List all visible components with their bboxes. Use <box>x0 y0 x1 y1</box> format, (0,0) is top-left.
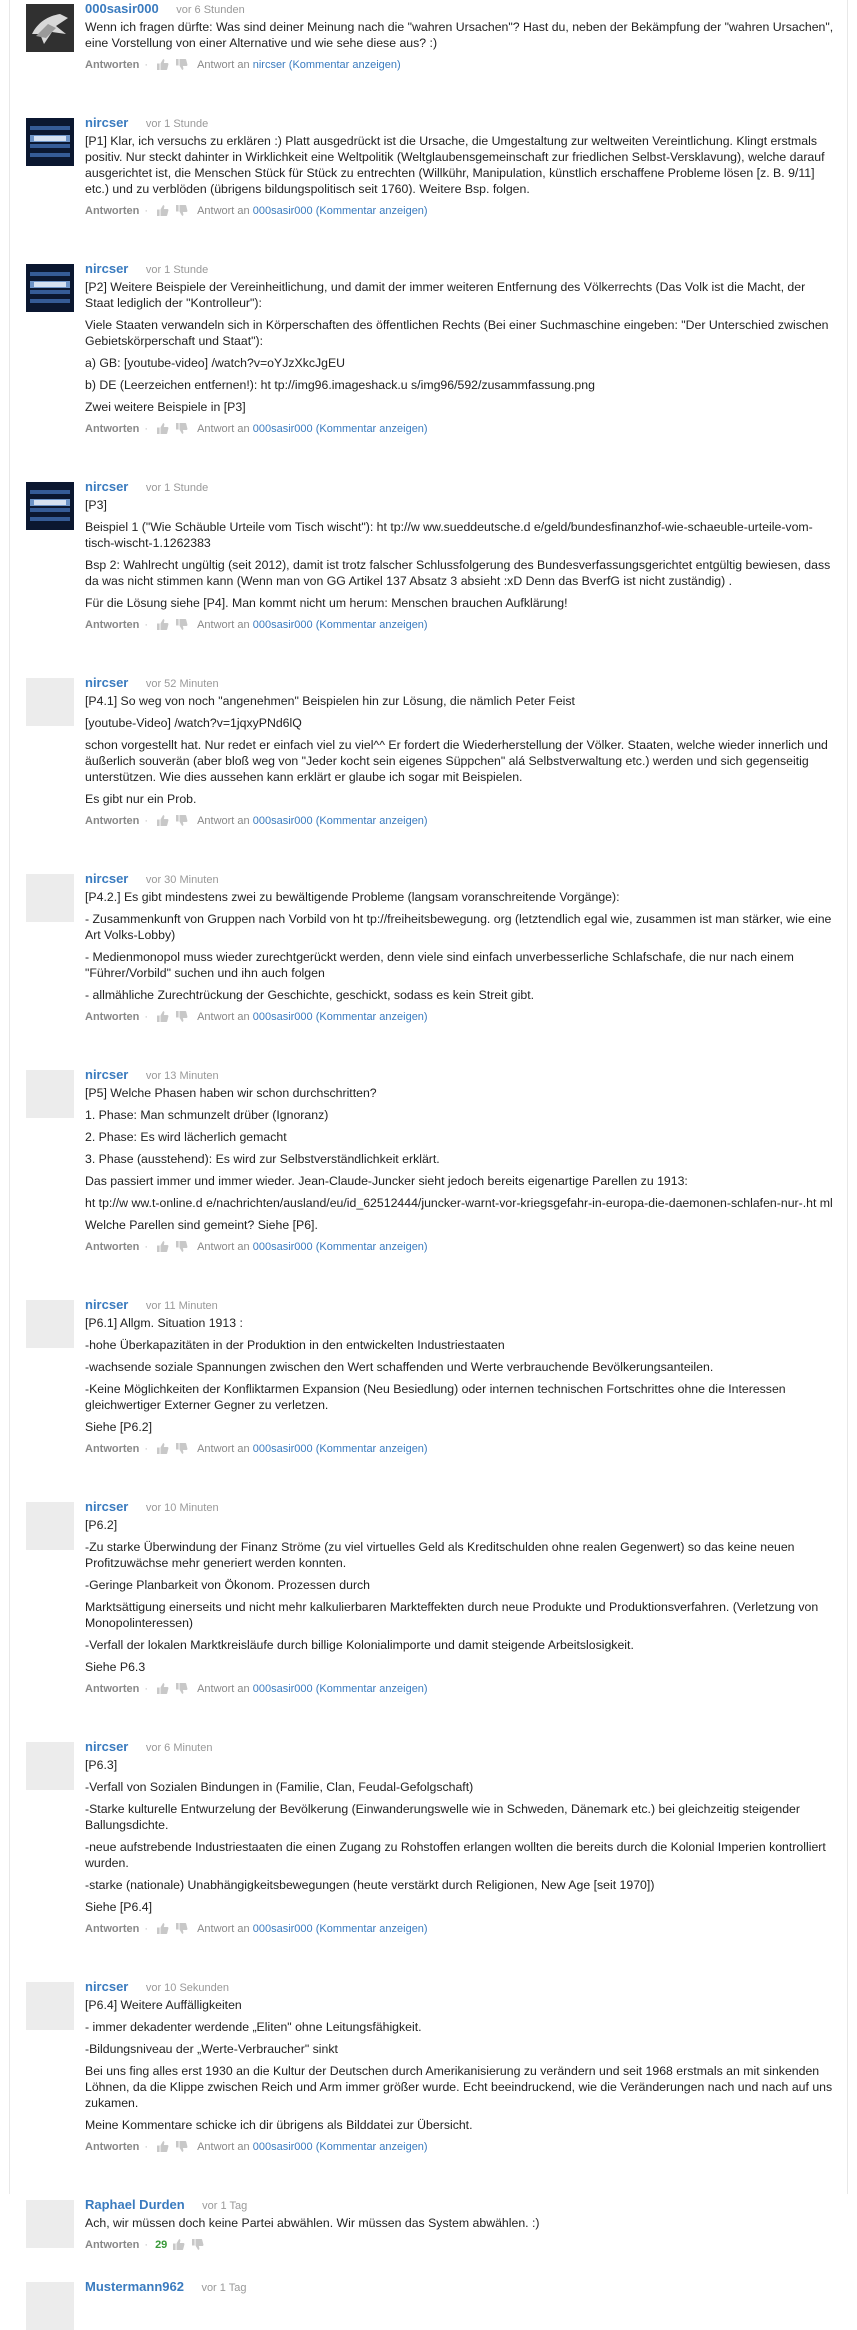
comment-paragraph: 2. Phase: Es wird lächerlich gemacht <box>85 1130 287 1144</box>
show-parent-comment-link[interactable]: 000sasir000 (Kommentar anzeigen) <box>252 2141 428 2153</box>
author-name[interactable]: nircser <box>85 675 129 690</box>
thumb-down-icon[interactable] <box>175 1010 188 1028</box>
comment-paragraph: [P4.2.] Es gibt mindestens zwei zu bewältigende Probleme (langsam voranschreitende Vorgänge): <box>85 890 620 904</box>
avatar[interactable] <box>26 874 74 922</box>
comment-paragraph: - immer dekadenter werdende „Eliten" ohne Leitungsfähigkeit. <box>85 2020 422 2034</box>
comment-paragraph: Siehe [P6.2] <box>85 1420 152 1434</box>
reply-to <box>197 1011 428 1023</box>
show-parent-comment-link[interactable]: 000sasir000 (Kommentar anzeigen) <box>252 619 428 631</box>
thumb-down-icon[interactable] <box>175 1442 188 1460</box>
comment-paragraph: [youtube-Video] /watch?v=1jqxyPNd6lQ <box>85 716 302 730</box>
thumb-down-icon[interactable] <box>175 814 188 832</box>
comment-item <box>10 260 847 478</box>
reply-to-label: Antwort an <box>197 815 250 827</box>
thumb-up-icon[interactable] <box>156 1922 169 1940</box>
reply-button[interactable]: Antworten <box>85 1241 140 1253</box>
comment-header <box>85 1738 835 1756</box>
comment-paragraph: Wenn ich fragen dürfte: Was sind deiner Meinung nach die "wahren Ursachen"? Hast du, neben der Bekämpfung der "wahren Ursachen", eine Vorstellung von einer Alternative und wie sehe diese aus? :) <box>85 20 834 50</box>
thumb-down-icon[interactable] <box>175 1682 188 1700</box>
comment-age: vor 1 Stunde <box>145 482 209 494</box>
show-parent-comment-link[interactable]: 000sasir000 (Kommentar anzeigen) <box>252 1011 428 1023</box>
comment-age: vor 10 Minuten <box>145 1502 219 1514</box>
reply-to-label: Antwort an <box>197 619 250 631</box>
comment-age: vor 10 Sekunden <box>145 1982 229 1994</box>
reply-to-label: Antwort an <box>197 1443 250 1455</box>
reply-to-label: Antwort an <box>197 1241 250 1253</box>
comment-paragraph: Meine Kommentare schicke ich dir übrigens als Bilddatei zur Übersicht. <box>85 2118 473 2132</box>
comment-paragraph: - Zusammenkunft von Gruppen nach Vorbild von ht tp://freiheitsbewegung. org (letztendlich egal wie, zusammen ist man stärker, wie eine Art Volks-Lobby) <box>85 912 832 942</box>
avatar[interactable] <box>26 1982 74 2030</box>
comment-header <box>85 1978 835 1996</box>
comment-paragraph: -Bildungsniveau der „Werte-Verbraucher" sinkt <box>85 2042 338 2056</box>
reply-to <box>197 1683 428 1695</box>
comment-header <box>85 1498 835 1516</box>
comment-actions <box>85 2296 835 2298</box>
comment-paragraph: Ach, wir müssen doch keine Partei abwählen. Wir müssen das System abwählen. :) <box>85 2216 540 2230</box>
comment-paragraph: -Zu starke Überwindung der Finanz Ströme (zu viel virtuelles Geld als Kreditschulden ohne realen Gegenwert) so das keine neuen Profitzuwächse mehr generiert werden konnten. <box>85 1540 795 1570</box>
comment-paragraph: -Verfall der lokalen Marktkreisläufe durch billige Kolonialimporte und damit steigende Arbeitslosigkeit. <box>85 1638 634 1652</box>
thumb-down-icon[interactable] <box>175 58 188 76</box>
comment-paragraph: [P6.1] Allgm. Situation 1913 : <box>85 1316 243 1330</box>
separator-dot: · <box>144 2141 149 2153</box>
comment-paragraph: -neue aufstrebende Industriestaaten die einen Zugang zu Rohstoffen erlangen wollten die bereits durch die Kolonial Imperien kontrolliert wurden. <box>85 1840 826 1870</box>
separator-dot: · <box>144 1241 149 1253</box>
separator-dot: · <box>144 1683 149 1695</box>
reply-to <box>197 1443 428 1455</box>
comment-paragraph: -Verfall von Sozialen Bindungen in (Familie, Clan, Feudal-Gefolgschaft) <box>85 1780 474 1794</box>
comment-header <box>85 1296 835 1314</box>
separator-dot: · <box>144 2239 149 2251</box>
reply-to <box>197 619 428 631</box>
separator-dot: · <box>144 619 149 631</box>
author-name[interactable]: nircser <box>85 115 129 130</box>
comment-header <box>85 114 835 132</box>
avatar[interactable] <box>26 264 74 312</box>
comment-actions <box>85 2237 835 2258</box>
show-parent-comment-link[interactable]: 000sasir000 (Kommentar anzeigen) <box>252 1241 428 1253</box>
comment-paragraph: Viele Staaten verwandeln sich in Körperschaften des öffentlichen Rechts (Bei einer Suchmaschine eingeben: "Der Unterschied zwischen Gebietskörperschaft und Staat"): <box>85 318 829 348</box>
comment-body <box>85 2215 835 2231</box>
avatar[interactable] <box>26 1300 74 1348</box>
comment-item <box>10 114 847 260</box>
thumb-down-icon[interactable] <box>175 422 188 440</box>
comment-paragraph: [P6.2] <box>85 1518 118 1532</box>
show-parent-comment-link[interactable]: 000sasir000 (Kommentar anzeigen) <box>252 205 428 217</box>
reply-button[interactable]: Antworten <box>85 2239 140 2251</box>
reply-to <box>197 1241 428 1253</box>
avatar[interactable] <box>26 118 74 166</box>
show-parent-comment-link[interactable]: 000sasir000 (Kommentar anzeigen) <box>252 423 428 435</box>
comment-paragraph: -Geringe Planbarkeit von Ökonom. Prozessen durch <box>85 1578 371 1592</box>
comment-paragraph: ht tp://w ww.t-online.d e/nachrichten/ausland/eu/id_62512444/juncker-warnt-vor-kriegsgefahr-in-europa-die-daemonen-schlafen-nur-.ht ml <box>85 1196 833 1210</box>
comment-item <box>10 1738 847 1978</box>
reply-to <box>197 1923 428 1935</box>
reply-button[interactable]: Antworten <box>85 619 140 631</box>
separator-dot: · <box>144 59 149 71</box>
comment-paragraph: Zwei weitere Beispiele in [P3] <box>85 400 246 414</box>
thumb-down-icon[interactable] <box>175 2140 188 2158</box>
reply-to-label: Antwort an <box>197 2141 250 2153</box>
separator-dot: · <box>144 1011 149 1023</box>
comment-header <box>85 2278 835 2296</box>
comment-body <box>85 1315 835 1435</box>
comment-age: vor 1 Tag <box>201 2282 247 2294</box>
thumb-up-icon[interactable] <box>172 2238 185 2256</box>
reply-button[interactable]: Antworten <box>85 423 140 435</box>
comment-header <box>85 1066 835 1084</box>
comment-paragraph: b) DE (Leerzeichen entfernen!): ht tp://img96.imageshack.u s/img96/592/zusammfassung.png <box>85 378 595 392</box>
comment-age: vor 1 Stunde <box>145 264 209 276</box>
comment-paragraph: [P5] Welche Phasen haben wir schon durchschritten? <box>85 1086 377 1100</box>
comment-paragraph: -Starke kulturelle Entwurzelung der Bevölkerung (Einwanderungswelle wie in Schweden, Dänemark etc.) bei gleichzeitig steigender Ballungsdichte. <box>85 1802 800 1832</box>
author-name[interactable]: nircser <box>85 1979 129 1994</box>
show-parent-comment-link[interactable]: 000sasir000 (Kommentar anzeigen) <box>252 1443 428 1455</box>
comment-age: vor 1 Stunde <box>145 118 209 130</box>
comment-age: vor 11 Minuten <box>145 1300 218 1312</box>
thumb-up-icon[interactable] <box>156 1682 169 1700</box>
reply-to-label: Antwort an <box>197 1011 250 1023</box>
comment-body <box>85 1997 835 2133</box>
reply-to <box>197 423 428 435</box>
comment-paragraph: Marktsättigung einerseits und nicht mehr kalkulierbaren Markteffekten durch neue Produkte und Produktionsverfahren. (Verletzung von Monopolinteressen) <box>85 1600 819 1630</box>
author-name[interactable]: nircser <box>85 1067 129 1082</box>
comment-header <box>85 260 835 278</box>
comment-body <box>85 1085 835 1233</box>
comment-paragraph: Das passiert immer und immer wieder. Jean-Claude-Juncker sieht jedoch bereits eigenartige Parellen zu 1913: <box>85 1174 688 1188</box>
comment-age: vor 13 Minuten <box>145 1070 219 1082</box>
vote-count: 29 <box>155 2239 168 2251</box>
comment-body <box>85 497 835 611</box>
comment-paragraph: a) GB: [youtube-video] /watch?v=oYJzXkcJgEU <box>85 356 346 370</box>
comment-header <box>85 2196 835 2214</box>
thumb-up-icon[interactable] <box>156 1240 169 1258</box>
reply-button[interactable]: Antworten <box>85 1683 140 1695</box>
comment-body <box>85 889 835 1003</box>
author-name[interactable]: 000sasir000 <box>85 1 159 16</box>
reply-to <box>197 815 428 827</box>
comment-actions <box>85 1009 835 1030</box>
comment-item <box>10 478 847 674</box>
separator-dot: · <box>144 1923 149 1935</box>
separator-dot: · <box>144 205 149 217</box>
comment-actions <box>85 203 835 224</box>
reply-button[interactable]: Antworten <box>85 1443 140 1455</box>
reply-to-label: Antwort an <box>197 205 250 217</box>
comment-list <box>10 0 847 2298</box>
comment-paragraph: -hohe Überkapazitäten in der Produktion in den entwickelten Industriestaaten <box>85 1338 505 1352</box>
comment-paragraph: -Keine Möglichkeiten der Konfliktarmen Expansion (Neu Besiedlung) oder internen technischen Fortschrittes ohne die Interessen gleichwertiger Externer Gegner zu verletzen. <box>85 1382 786 1412</box>
comment-paragraph: Welche Parellen sind gemeint? Siehe [P6]. <box>85 1218 318 1232</box>
thumb-down-icon[interactable] <box>175 1240 188 1258</box>
comment-age: vor 30 Minuten <box>145 874 219 886</box>
author-name[interactable]: Mustermann962 <box>85 2279 184 2294</box>
comment-header <box>85 674 835 692</box>
avatar[interactable] <box>26 678 74 726</box>
reply-button[interactable]: Antworten <box>85 205 140 217</box>
reply-to <box>197 2141 428 2153</box>
comment-paragraph: [P3] <box>85 498 107 512</box>
author-name[interactable]: Raphael Durden <box>85 2197 185 2212</box>
thumb-up-icon[interactable] <box>156 2140 169 2158</box>
avatar[interactable] <box>26 1502 74 1550</box>
comment-item <box>10 1066 847 1296</box>
thumb-up-icon[interactable] <box>156 422 169 440</box>
thumb-up-icon[interactable] <box>156 618 169 636</box>
comment-item <box>10 2196 847 2278</box>
comment-actions <box>85 1681 835 1702</box>
comment-body <box>85 693 835 807</box>
comment-paragraph: Es gibt nur ein Prob. <box>85 792 197 806</box>
comment-actions <box>85 1921 835 1942</box>
avatar[interactable] <box>26 2282 74 2330</box>
separator-dot: · <box>144 815 149 827</box>
reply-to <box>197 59 401 71</box>
comment-actions <box>85 813 835 834</box>
reply-button[interactable]: Antworten <box>85 815 140 827</box>
comment-item <box>10 1978 847 2196</box>
reply-button[interactable]: Antworten <box>85 59 140 71</box>
show-parent-comment-link[interactable]: 000sasir000 (Kommentar anzeigen) <box>252 1683 428 1695</box>
avatar[interactable] <box>26 482 74 530</box>
thumb-down-icon[interactable] <box>175 618 188 636</box>
thumb-up-icon[interactable] <box>156 1010 169 1028</box>
avatar[interactable] <box>26 1070 74 1118</box>
comment-actions <box>85 57 835 78</box>
comment-paragraph: - Medienmonopol muss wieder zurechtgerückt werden, denn viele sind einfach unverbesserliche Schlafschafe, die nur nach einem "Führer/Vorbild" suchen und ihn auch folgen <box>85 950 794 980</box>
comment-age: vor 52 Minuten <box>145 678 219 690</box>
comment-actions <box>85 1239 835 1260</box>
author-name[interactable]: nircser <box>85 479 129 494</box>
show-parent-comment-link[interactable]: 000sasir000 (Kommentar anzeigen) <box>252 1923 428 1935</box>
thumb-up-icon[interactable] <box>156 58 169 76</box>
comment-actions <box>85 421 835 442</box>
comment-paragraph: -starke (nationale) Unabhängigkeitsbewegungen (heute verstärkt durch Religionen, New Age [seit 1970]) <box>85 1878 655 1892</box>
comment-header <box>85 478 835 496</box>
show-parent-comment-link[interactable]: nircser (Kommentar anzeigen) <box>252 59 401 71</box>
comment-header <box>85 870 835 888</box>
thumb-up-icon[interactable] <box>156 204 169 222</box>
comment-body <box>85 19 835 51</box>
comment-paragraph: Siehe P6.3 <box>85 1660 146 1674</box>
comment-item <box>10 870 847 1066</box>
comment-age: vor 6 Stunden <box>176 4 245 16</box>
reply-button[interactable]: Antworten <box>85 1011 140 1023</box>
show-parent-comment-link[interactable]: 000sasir000 (Kommentar anzeigen) <box>252 815 428 827</box>
comment-age: vor 1 Tag <box>202 2200 248 2212</box>
comment-paragraph: 3. Phase (ausstehend): Es wird zur Selbstverständlichkeit erklärt. <box>85 1152 440 1166</box>
comment-body <box>85 133 835 197</box>
reply-to-label: Antwort an <box>197 423 250 435</box>
avatar[interactable] <box>26 2200 74 2248</box>
comment-paragraph: [P1] Klar, ich versuchs zu erklären :) Platt ausgedrückt ist die Ursache, die Umgestaltung zur weltweiten Vereintlichung. Klingt erstmals positiv. Nur steckt dahinter in Wirklichkeit eine Weltpolitik (Weltglaubensgemeinschaft zur friedlichen Selbst-Versklavung), welche darauf ausgerichtet ist, die Menschen Stück für Stück zu entrechten (Willkühr, Manipulation, künstlich erschaffene Probleme lösen [z. B. 9/11] etc.) und zu verblöden (übrigens bildungspolitisch seit 1760). Weitere Bsp. folgen. <box>85 134 825 196</box>
comment-thread <box>9 0 848 2294</box>
author-name[interactable]: nircser <box>85 261 129 276</box>
comment-paragraph: Für die Lösung siehe [P4]. Man kommt nicht um herum: Menschen brauchen Aufklärung! <box>85 596 568 610</box>
comment-actions <box>85 617 835 638</box>
comment-body <box>85 1757 835 1915</box>
reply-to-label: Antwort an <box>197 1923 250 1935</box>
separator-dot: · <box>144 423 149 435</box>
thumb-down-icon[interactable] <box>175 1922 188 1940</box>
comment-paragraph: 1. Phase: Man schmunzelt drüber (Ignoranz) <box>85 1108 329 1122</box>
comment-age: vor 6 Minuten <box>145 1742 213 1754</box>
comment-paragraph: Siehe [P6.4] <box>85 1900 152 1914</box>
comment-actions <box>85 1441 835 1462</box>
comment-paragraph: Bei uns fing alles erst 1930 an die Kultur der Deutschen durch Amerikanisierung zu verändern und seit 1968 erstmals an mit sinkenden Löhnen, da die Klippe zwischen Reich und Arm immer größer wurde. Echt beeindruckend, wie die Veränderungen nach und nach auf uns zukamen. <box>85 2064 833 2110</box>
comment-body <box>85 1517 835 1675</box>
reply-to-label: Antwort an <box>197 1683 250 1695</box>
comment-item <box>10 674 847 870</box>
comment-item <box>10 0 847 114</box>
author-name[interactable]: nircser <box>85 1739 129 1754</box>
comment-paragraph: Beispiel 1 ("Wie Schäuble Urteile vom Tisch wischt"): ht tp://w ww.sueddeutsche.d e/geld/bundesfinanzhof-wie-schaeuble-urteile-vom-tisch-wischt-1.1262383 <box>85 520 813 550</box>
comment-paragraph: schon vorgestellt hat. Nur redet er einfach viel zu viel^^ Er fordert die Wiederherstellung der Völker. Staaten, welche wieder innerlich und äußerlich souverän (aber bloß weg von "Jeder kocht sein eigenes Süppchen" alá Selbstverwaltung etc.) werden und sich gegenseitig unterstützen. Wie dies aussehen kann erklärt er glaube ich sogar mit Beispielen. <box>85 738 828 784</box>
thumb-down-icon[interactable] <box>191 2238 204 2256</box>
author-name[interactable]: nircser <box>85 1499 129 1514</box>
reply-button[interactable]: Antworten <box>85 2141 140 2153</box>
thumb-down-icon[interactable] <box>175 204 188 222</box>
reply-to-label: Antwort an <box>197 59 250 71</box>
comment-paragraph: Bsp 2: Wahlrecht ungültig (seit 2012), damit ist trotz falscher Schlussfolgerung des Bundesverfassungsgerichtet entgültig bewiesen, dass da was nicht stimmen kann (Wenn man von GG Artikel 137 Absatz 3 absieht :xD Denn das BverfG ist nicht zuständig) . <box>85 558 831 588</box>
avatar[interactable] <box>26 4 74 52</box>
reply-to <box>197 205 428 217</box>
author-name[interactable]: nircser <box>85 871 129 886</box>
comment-header <box>85 0 835 18</box>
comment-paragraph: [P6.4] Weitere Auffälligkeiten <box>85 1998 242 2012</box>
comment-item <box>10 2278 847 2298</box>
comment-paragraph: - allmähliche Zurechtrückung der Geschichte, geschickt, sodass es kein Streit gibt. <box>85 988 535 1002</box>
author-name[interactable]: nircser <box>85 1297 129 1312</box>
comment-paragraph: [P4.1] So weg von noch "angenehmen" Beispielen hin zur Lösung, die nämlich Peter Feist <box>85 694 575 708</box>
comment-actions <box>85 2139 835 2160</box>
avatar[interactable] <box>26 1742 74 1790</box>
comment-paragraph: [P2] Weitere Beispiele der Vereinheitlichung, und damit der immer weiteren Entfernung des Völkerrechts (Das Volk ist die Macht, der Staat lediglich der "Kontrolleur"): <box>85 280 806 310</box>
comment-item <box>10 1498 847 1738</box>
thumb-up-icon[interactable] <box>156 1442 169 1460</box>
separator-dot: · <box>144 1443 149 1455</box>
comment-item <box>10 1296 847 1498</box>
comment-paragraph: [P6.3] <box>85 1758 118 1772</box>
comment-paragraph: -wachsende soziale Spannungen zwischen den Wert schaffenden und Werte verbrauchende Bevölkerungsanteilen. <box>85 1360 714 1374</box>
reply-button[interactable]: Antworten <box>85 1923 140 1935</box>
thumb-up-icon[interactable] <box>156 814 169 832</box>
comment-body <box>85 279 835 415</box>
